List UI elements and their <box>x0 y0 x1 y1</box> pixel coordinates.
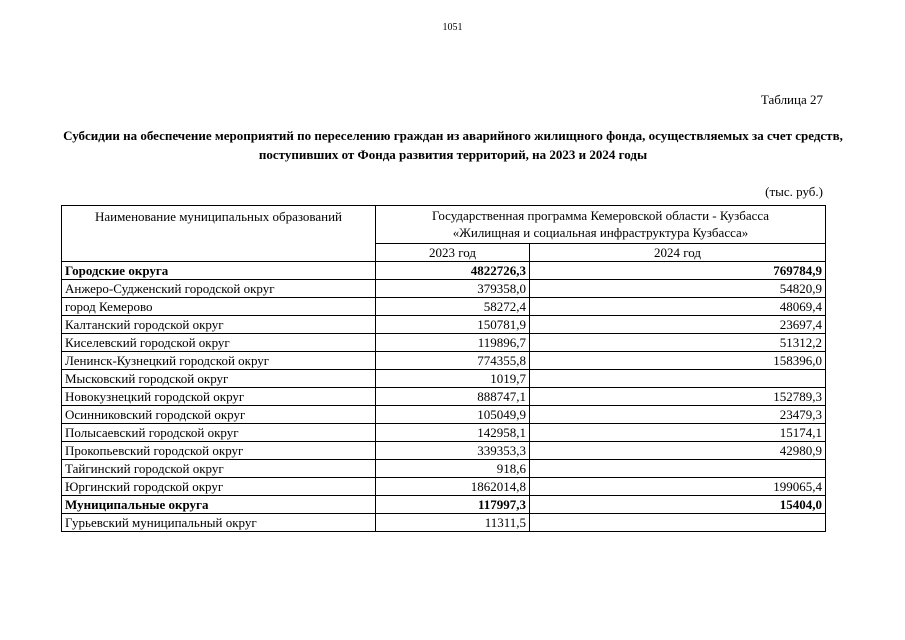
value-2023-cell: 105049,9 <box>376 406 530 424</box>
value-2024-cell <box>530 370 826 388</box>
value-2023-cell: 379358,0 <box>376 280 530 298</box>
table-row <box>62 334 826 352</box>
municipality-name-cell: Тайгинский городской округ <box>62 460 376 478</box>
municipality-name-cell: Ленинск-Кузнецкий городской округ <box>62 352 376 370</box>
value-2024-cell: 158396,0 <box>530 352 826 370</box>
municipality-name-cell: Юргинский городской округ <box>62 478 376 496</box>
table-row <box>62 478 826 496</box>
header-program-line1: Государственная программа Кемеровской области - Кузбасса <box>431 208 770 223</box>
value-2024-cell: 152789,3 <box>530 388 826 406</box>
table-row <box>62 496 826 514</box>
units-label: (тыс. руб.) <box>765 184 823 199</box>
municipality-name-cell: Анжеро-Судженский городской округ <box>62 280 376 298</box>
value-2023-cell: 1019,7 <box>376 370 530 388</box>
table-row <box>62 352 826 370</box>
municipality-name-cell: Осинниковский городской округ <box>62 406 376 424</box>
table-row <box>62 388 826 406</box>
value-2024-cell: 769784,9 <box>530 262 826 280</box>
table-row <box>62 460 826 478</box>
table-row <box>62 316 826 334</box>
municipality-name-cell: Прокопьевский городской округ <box>62 442 376 460</box>
table-number: Таблица 27 <box>760 92 823 107</box>
header-program-line2: «Жилищная и социальная инфраструктура Кузбасса» <box>452 225 749 240</box>
value-2024-cell: 42980,9 <box>530 442 826 460</box>
value-2023-cell: 4822726,3 <box>376 262 530 280</box>
header-state-program <box>376 206 826 244</box>
municipality-name-cell: Муниципальные округа <box>62 496 376 514</box>
value-2023-cell: 339353,3 <box>376 442 530 460</box>
table-row <box>62 406 826 424</box>
table-body <box>62 262 826 532</box>
table-row <box>62 424 826 442</box>
header-year-2024: 2024 год <box>530 244 826 262</box>
value-2023-cell: 918,6 <box>376 460 530 478</box>
header-municipality-name: Наименование муниципальных образований <box>62 206 376 262</box>
table-header-row <box>62 206 826 244</box>
municipality-name-cell: Киселевский городской округ <box>62 334 376 352</box>
municipality-name-cell: Гурьевский муниципальный округ <box>62 514 376 532</box>
municipality-name-cell: Калтанский городской округ <box>62 316 376 334</box>
table-row <box>62 370 826 388</box>
document-title: Субсидии на обеспечение мероприятий по переселению граждан из аварийного жилищного фонда, осуществляемых за счет средств, поступивших от Фонда развития территорий, на 2023 и 2024 годы <box>63 128 843 162</box>
municipality-name-cell: Новокузнецкий городской округ <box>62 388 376 406</box>
value-2024-cell: 23697,4 <box>530 316 826 334</box>
table-row <box>62 262 826 280</box>
value-2024-cell <box>530 514 826 532</box>
value-2023-cell: 119896,7 <box>376 334 530 352</box>
value-2024-cell: 199065,4 <box>530 478 826 496</box>
value-2024-cell: 54820,9 <box>530 280 826 298</box>
value-2024-cell: 15174,1 <box>530 424 826 442</box>
value-2023-cell: 888747,1 <box>376 388 530 406</box>
page-number: 1051 <box>442 22 463 33</box>
value-2024-cell: 48069,4 <box>530 298 826 316</box>
header-year-2023: 2023 год <box>376 244 530 262</box>
value-2023-cell: 1862014,8 <box>376 478 530 496</box>
municipality-name-cell: Полысаевский городской округ <box>62 424 376 442</box>
value-2023-cell: 11311,5 <box>376 514 530 532</box>
municipality-name-cell: Мысковский городской округ <box>62 370 376 388</box>
value-2023-cell: 117997,3 <box>376 496 530 514</box>
table-row <box>62 514 826 532</box>
subsidies-table <box>61 205 826 532</box>
value-2024-cell: 23479,3 <box>530 406 826 424</box>
value-2023-cell: 142958,1 <box>376 424 530 442</box>
table-row <box>62 442 826 460</box>
value-2023-cell: 58272,4 <box>376 298 530 316</box>
municipality-name-cell: город Кемерово <box>62 298 376 316</box>
value-2024-cell: 51312,2 <box>530 334 826 352</box>
value-2024-cell: 15404,0 <box>530 496 826 514</box>
municipality-name-cell: Городские округа <box>62 262 376 280</box>
value-2023-cell: 774355,8 <box>376 352 530 370</box>
value-2024-cell <box>530 460 826 478</box>
value-2023-cell: 150781,9 <box>376 316 530 334</box>
table-row <box>62 280 826 298</box>
table-row <box>62 298 826 316</box>
